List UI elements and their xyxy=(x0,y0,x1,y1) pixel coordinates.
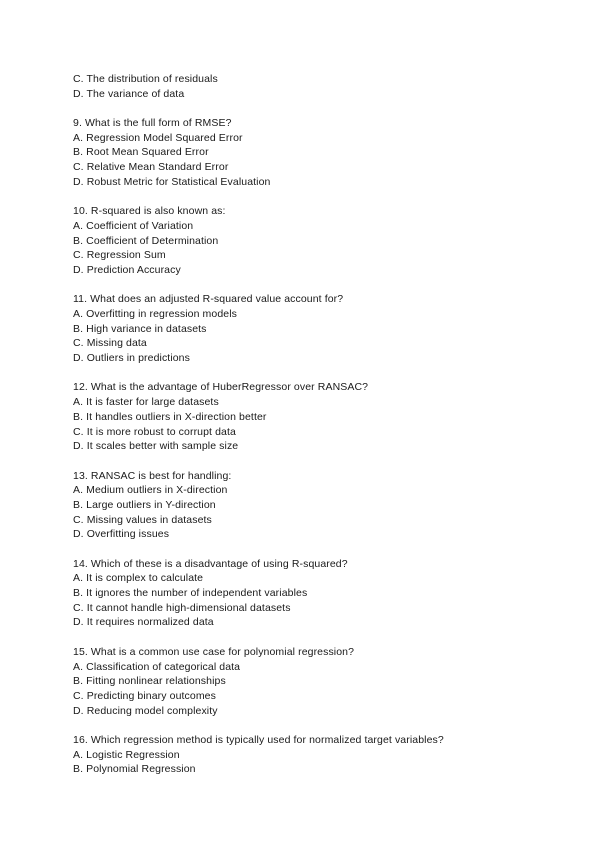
question-block-10 xyxy=(73,204,573,277)
option-text: B. Root Mean Squared Error xyxy=(73,146,209,159)
option-text: C. Predicting binary outcomes xyxy=(73,689,216,702)
option-text: A. Regression Model Squared Error xyxy=(73,131,243,144)
option-text: D. Outliers in predictions xyxy=(73,352,190,365)
document-page xyxy=(73,72,573,792)
option-text: D. It scales better with sample size xyxy=(73,440,239,453)
option-text: D. Robust Metric for Statistical Evaluation xyxy=(73,175,271,188)
question-block-12 xyxy=(73,380,573,453)
option-text: D. The variance of data xyxy=(73,87,185,100)
option-text: B. It ignores the number of independent variables xyxy=(73,587,308,600)
question-block-16 xyxy=(73,733,573,777)
question-block-11 xyxy=(73,292,573,365)
option-text: A. It is complex to calculate xyxy=(73,572,204,585)
question-text: 11. What does an adjusted R-squared value account for? xyxy=(73,293,344,306)
option-text: C. Missing values in datasets xyxy=(73,513,212,526)
option-text: C. Regression Sum xyxy=(73,249,166,262)
option-text: A. Logistic Regression xyxy=(73,748,180,761)
option-text: A. It is faster for large datasets xyxy=(73,396,219,409)
option-text: C. Relative Mean Standard Error xyxy=(73,161,229,174)
option-text: A. Medium outliers in X-direction xyxy=(73,484,228,497)
option-text: D. It requires normalized data xyxy=(73,616,214,629)
option-text: B. High variance in datasets xyxy=(73,322,207,335)
option-text: A. Overfitting in regression models xyxy=(73,308,237,320)
option-text: D. Overfitting issues xyxy=(73,528,170,541)
question-text: 15. What is a common use case for polynomial regression? xyxy=(73,645,355,658)
option-text: B. Fitting nonlinear relationships xyxy=(73,675,226,688)
question-text: 9. What is the full form of RMSE? xyxy=(73,117,232,130)
option-text: D. Prediction Accuracy xyxy=(73,263,181,276)
option-text: B. Coefficient of Determination xyxy=(73,234,219,247)
question-text: 10. R-squared is also known as: xyxy=(73,205,226,218)
question-block-13 xyxy=(73,469,573,542)
option-text: D. Reducing model complexity xyxy=(73,704,218,717)
option-text: A. Classification of categorical data xyxy=(73,660,241,673)
option-text: A. Coefficient of Variation xyxy=(73,219,194,232)
option-text: B. It handles outliers in X-direction better xyxy=(73,410,267,423)
continued-options xyxy=(73,72,573,101)
option-text: C. It is more robust to corrupt data xyxy=(73,425,236,438)
option-text: B. Large outliers in Y-direction xyxy=(73,498,216,511)
question-block-14 xyxy=(73,557,573,630)
question-text: 12. What is the advantage of HuberRegressor over RANSAC? xyxy=(73,381,369,394)
question-block-15 xyxy=(73,645,573,718)
question-text: 13. RANSAC is best for handling: xyxy=(73,469,232,482)
question-text: 16. Which regression method is typically used for normalized target variables? xyxy=(73,733,444,746)
option-text: B. Polynomial Regression xyxy=(73,763,196,776)
question-text: 14. Which of these is a disadvantage of using R-squared? xyxy=(73,557,348,570)
question-block-9 xyxy=(73,116,573,189)
option-text: C. The distribution of residuals xyxy=(73,73,218,85)
option-text: C. Missing data xyxy=(73,337,147,350)
option-text: C. It cannot handle high-dimensional datasets xyxy=(73,601,291,614)
